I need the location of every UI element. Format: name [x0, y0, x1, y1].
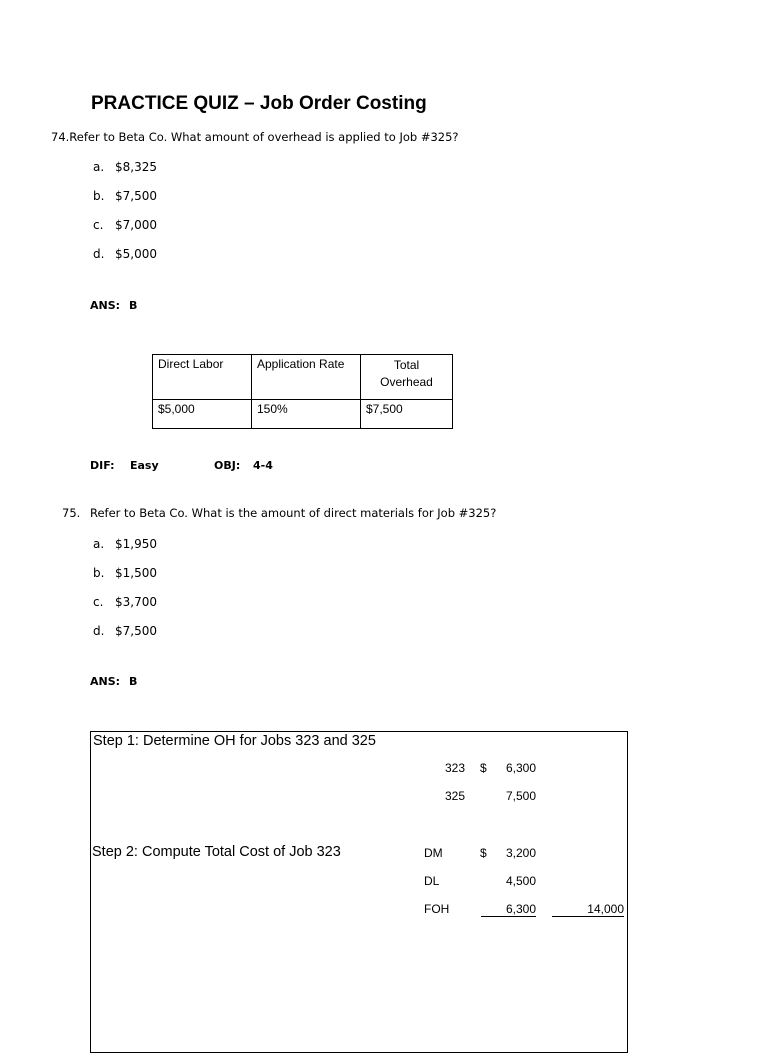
question-75-text: Refer to Beta Co. What is the amount of direct materials for Job #325?	[90, 506, 497, 520]
option-75-c	[93, 595, 157, 609]
answer-label: ANS:	[90, 299, 121, 312]
table-row	[153, 400, 453, 429]
answer-label: ANS:	[90, 675, 121, 688]
option-letter: d.	[93, 247, 105, 261]
step1-amount-323: 6,300	[505, 761, 536, 775]
option-text: $1,500	[115, 566, 157, 580]
step-2-title: Step 2: Compute Total Cost of Job 323	[92, 844, 341, 860]
step2-total: 14,000	[552, 902, 624, 917]
step2-label-dl: DL	[424, 874, 440, 888]
option-letter: d.	[93, 624, 105, 638]
answer-75	[90, 675, 138, 688]
option-text: $7,000	[115, 218, 157, 232]
step2-amount-foh: 6,300	[481, 902, 536, 917]
header-total-line2: Overhead	[380, 375, 433, 389]
page-title: PRACTICE QUIZ – Job Order Costing	[91, 93, 427, 114]
question-75	[62, 506, 497, 520]
option-74-c	[93, 218, 157, 232]
option-75-a	[93, 537, 157, 551]
option-text: $7,500	[115, 189, 157, 203]
option-text: $5,000	[115, 247, 157, 261]
obj-label: OBJ:	[214, 459, 241, 472]
answer-74	[90, 299, 138, 312]
overhead-table	[152, 354, 453, 429]
table-header-row	[153, 355, 453, 400]
difficulty	[90, 459, 159, 472]
cell-application-rate: 150%	[252, 400, 361, 429]
option-75-b	[93, 566, 157, 580]
option-text: $8,325	[115, 160, 157, 174]
option-letter: b.	[93, 189, 105, 203]
option-74-b	[93, 189, 157, 203]
step1-job-325: 325	[444, 789, 465, 803]
step-1-title: Step 1: Determine OH for Jobs 323 and 325	[93, 733, 376, 749]
step2-label-foh: FOH	[424, 902, 450, 916]
step2-amount-dl: 4,500	[505, 874, 536, 888]
header-total-overhead	[361, 355, 453, 400]
option-74-d	[93, 247, 157, 261]
option-75-d	[93, 624, 157, 638]
dif-label: DIF:	[90, 459, 115, 472]
step1-job-323: 323	[444, 761, 465, 775]
solution-box	[90, 731, 628, 1053]
question-75-number: 75.	[62, 506, 81, 520]
step2-label-dm: DM	[424, 846, 443, 860]
cell-total-overhead: $7,500	[361, 400, 453, 429]
step2-amount-dm: 3,200	[505, 846, 536, 860]
header-application-rate: Application Rate	[252, 355, 361, 400]
dif-value: Easy	[130, 459, 159, 472]
option-letter: c.	[93, 595, 104, 609]
option-letter: a.	[93, 537, 105, 551]
question-74-text: 74.Refer to Beta Co. What amount of overhead is applied to Job #325?	[51, 130, 459, 144]
answer-value: B	[129, 675, 138, 688]
option-text: $1,950	[115, 537, 157, 551]
cell-direct-labor: $5,000	[153, 400, 252, 429]
option-text: $7,500	[115, 624, 157, 638]
objective	[214, 459, 273, 472]
option-letter: c.	[93, 218, 104, 232]
option-letter: b.	[93, 566, 105, 580]
step2-currency-dm: $	[480, 846, 487, 860]
header-total-line1: Total	[393, 358, 420, 372]
answer-value: B	[129, 299, 138, 312]
step1-currency-323: $	[480, 761, 487, 775]
option-text: $3,700	[115, 595, 157, 609]
obj-value: 4-4	[253, 459, 273, 472]
option-74-a	[93, 160, 157, 174]
step1-amount-325: 7,500	[505, 789, 536, 803]
option-letter: a.	[93, 160, 105, 174]
header-direct-labor: Direct Labor	[153, 355, 252, 400]
